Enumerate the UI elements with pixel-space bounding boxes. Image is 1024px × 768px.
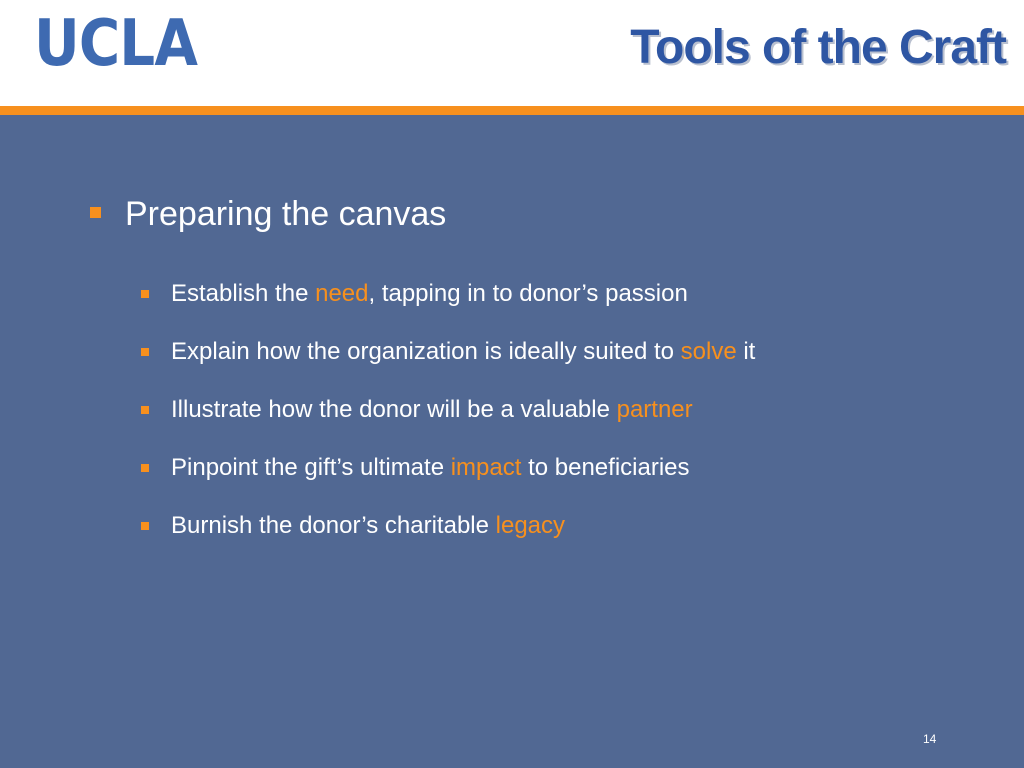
main-bullet-text: Preparing the canvas xyxy=(125,195,447,233)
slide-title: Tools of the Craft xyxy=(630,21,1006,74)
sub-bullet-item xyxy=(141,439,755,497)
slide-header xyxy=(0,0,1024,106)
header-divider xyxy=(0,106,1024,115)
sub-bullet-item xyxy=(141,381,755,439)
sub-bullet-text: Establish the need, tapping in to donor’s passion xyxy=(171,280,688,307)
sub-bullet-item xyxy=(141,323,755,381)
sub-bullet-text: Illustrate how the donor will be a valuable partner xyxy=(171,396,693,423)
highlight-word: solve xyxy=(680,338,737,365)
square-bullet-icon xyxy=(141,464,149,472)
highlight-word: impact xyxy=(450,454,522,481)
page-number: 14 xyxy=(923,732,937,746)
sub-bullet-item xyxy=(141,497,755,555)
highlight-word: need xyxy=(315,280,369,307)
main-bullet xyxy=(90,197,446,231)
sub-bullet-text: Burnish the donor’s charitable legacy xyxy=(171,512,566,539)
slide-body xyxy=(0,115,1024,768)
square-bullet-icon xyxy=(141,290,149,298)
sub-bullet-item xyxy=(141,265,755,323)
sub-bullet-text: Pinpoint the gift’s ultimate impact to beneficiaries xyxy=(171,454,690,481)
ucla-logo: UCLA xyxy=(34,7,198,81)
sub-bullet-text: Explain how the organization is ideally suited to solve it xyxy=(171,338,756,365)
square-bullet-icon xyxy=(141,522,149,530)
highlight-word: partner xyxy=(616,396,693,423)
square-bullet-icon xyxy=(141,406,149,414)
square-bullet-icon xyxy=(141,348,149,356)
highlight-word: legacy xyxy=(495,512,566,539)
square-bullet-icon xyxy=(90,207,101,218)
sub-bullet-list xyxy=(141,265,755,555)
